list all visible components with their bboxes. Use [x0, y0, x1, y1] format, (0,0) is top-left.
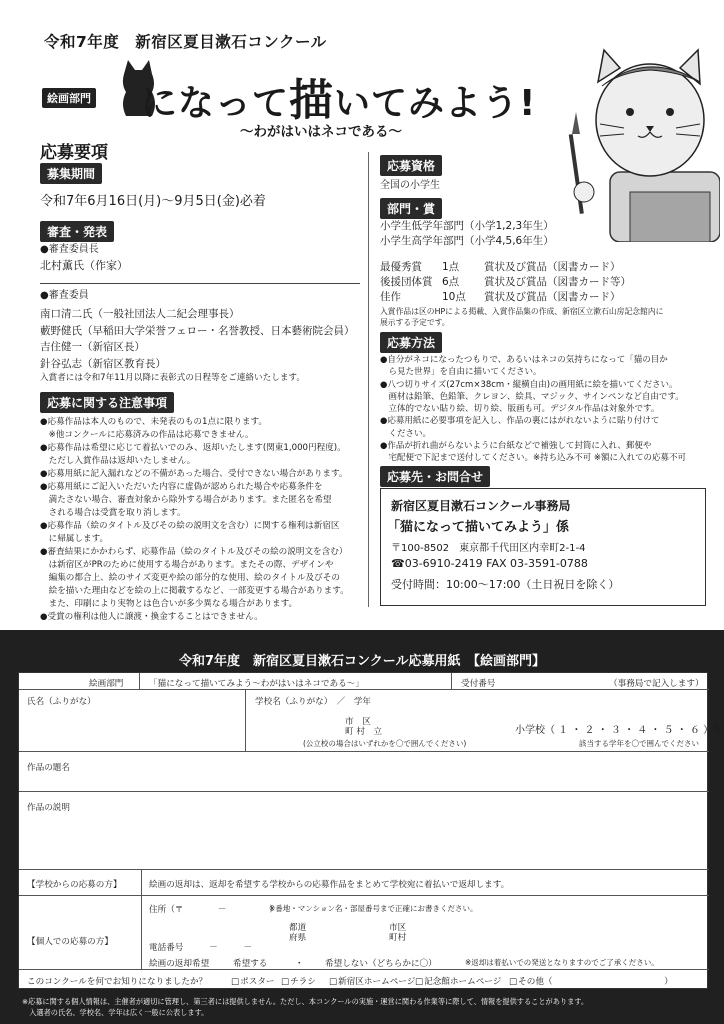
- source-city-site-checkbox[interactable]: □ 新宿区ホームページ: [329, 975, 415, 987]
- guidelines-heading: 応募要項: [40, 143, 108, 163]
- divider: [40, 283, 360, 284]
- prize-note-line: 入賞作品は区のHPによる掲載、入賞作品集の作成、新宿区立漱石山房記念館内に: [380, 307, 664, 316]
- source-museum-site-checkbox[interactable]: □ 記念館ホームページ: [415, 975, 501, 987]
- work-desc-label[interactable]: 作品の説明: [27, 803, 70, 813]
- work-title-label[interactable]: 作品の題名: [27, 763, 70, 773]
- prize-reward: 賞状及び賞品（図書カード）: [484, 261, 621, 273]
- method-item: ●作品が折れ曲がらないように台紙などで補強して封筒に入れ、郵便や: [380, 441, 652, 452]
- notes-label: 応募に関する注意事項: [40, 392, 174, 413]
- method-list: [380, 354, 686, 465]
- prize-note: [380, 306, 663, 328]
- method-item: 画材は鉛筆、色鉛筆、クレヨン、絵具、マジック、サインペンなど自由です。: [380, 391, 684, 402]
- prefecture-top: 都道: [289, 923, 307, 933]
- division-item: 小学生高学年部門（小学4,5,6年生）: [380, 235, 554, 247]
- note-item: ●応募作品（絵のタイトル及びその絵の説明文を含む）に関する権利は新宿区: [40, 521, 340, 531]
- member-item: 吉住健一（新宿区長）: [40, 341, 145, 353]
- method-item: ●自分がネコになったつもりで、あるいはネコの気持ちになって「猫の目か: [380, 355, 668, 365]
- footnote-line: 入選者の氏名、学校名、学年は広く一般に公表します。: [22, 1008, 209, 1017]
- division-label: 部門・賞: [380, 198, 442, 219]
- period-text: 令和7年6月16日(月)～9月5日(金)必着: [40, 194, 266, 209]
- contact-hours: 受付時間：10:00～17:00（土日祝日を除く）: [391, 578, 620, 591]
- award-notice: 入賞者には令和7年11月以降に表彰式の日程等をご連絡いたします。: [40, 373, 305, 383]
- main-title-char-2: 描: [289, 75, 335, 126]
- division-item: 小学生低学年部門（小学1,2,3年生）: [380, 220, 554, 232]
- method-item: 立体的でない貼り絵、切り絵、版画も可。デジタル作品は対象外です。: [380, 404, 660, 415]
- ward-top: 市区: [389, 923, 407, 933]
- method-label: 応募方法: [380, 332, 442, 353]
- address-label[interactable]: 住所（〒 － ）: [149, 905, 278, 915]
- source-question: このコンクールを何でお知りになりましたか？: [27, 977, 208, 987]
- note-item: ●受賞の権利は他人に譲渡・換金することはできません。: [40, 612, 263, 622]
- period-label: 募集期間: [40, 163, 102, 184]
- return-separator: ・: [295, 959, 304, 969]
- return-yes-option[interactable]: 希望する: [233, 959, 268, 969]
- prize-name: 最優秀賞: [380, 261, 422, 273]
- prize-count: 1点: [442, 261, 460, 273]
- member-item: 藪野健氏（早稲田大学栄誉フェロー・名誉教授、日本藝術院会員）: [40, 324, 355, 337]
- city-ward: 市 区: [345, 717, 371, 727]
- notes-list: [40, 416, 349, 624]
- note-item: 絵を描いた理由などを絵の上に掲載するなど、一部変更する場合があります。: [40, 586, 349, 596]
- judging-label: 審査・発表: [40, 221, 114, 242]
- note-item: ●応募作品は希望に応じて着払いでのみ、返却いたします(関東1,000円程度)。: [40, 443, 346, 453]
- member-item: 南口清二氏（一般社団法人二紀会理事長）: [40, 308, 240, 320]
- contact-address: 〒100-8502 東京都千代田区内幸町2-1-4: [391, 543, 586, 554]
- privacy-footnote: [22, 996, 588, 1018]
- name-label[interactable]: 氏名（ふりがな）: [27, 697, 96, 707]
- prize-name: 佳作: [380, 291, 401, 303]
- prize-row: [380, 260, 631, 275]
- note-item: ●応募用紙にご記入いただいた内容に虚偽が認められた場合や応募条件を: [40, 482, 323, 492]
- return-note: ※返却は着払いでの発送となりますのでご了承ください。: [465, 958, 659, 967]
- school-apply-text: 絵画の返却は、返却を希望する学校からの応募作品をまとめて学校宛に着払いで返却します。: [149, 880, 510, 890]
- note-item: ●応募用紙に記入漏れなどの不備があった場合、受付できない場合があります。: [40, 469, 348, 479]
- contact-label: 応募先・お問合せ: [380, 466, 490, 487]
- return-label: 絵画の返却希望: [149, 959, 210, 969]
- method-item: ください。: [380, 428, 432, 439]
- prize-count: 10点: [442, 291, 466, 303]
- receipt-note: （事務局で記入します）: [609, 679, 704, 689]
- prize-count: 6点: [442, 276, 460, 288]
- contact-box: [380, 488, 706, 606]
- prize-row: [380, 275, 631, 290]
- note-item: 満たさない場合、審査対象から除外する場合があります。また匿名を希望: [40, 495, 332, 505]
- division-badge: 絵画部門: [42, 88, 96, 108]
- main-title: [96, 64, 536, 128]
- main-subtitle: ～わがはいはネコである～: [240, 124, 402, 140]
- members-list: [40, 306, 354, 372]
- receipt-label: 受付番号: [461, 679, 496, 689]
- divisions-list: [380, 219, 554, 249]
- note-item: ●応募作品は本人のもので、未発表のもの1点に限ります。: [40, 417, 267, 427]
- chair-name: 北村薫氏（作家）: [40, 259, 128, 272]
- indiv-label: 【個人での応募の方】: [27, 937, 113, 947]
- method-item: ●八つ切りサイズ(27cm×38cm・縦横自由)の画用紙に絵を描いてください。: [380, 379, 678, 390]
- address-note: ※番地・マンション名・部屋番号まで正確にお書きください。: [269, 904, 478, 913]
- form-title: 令和7年度 新宿区夏目漱石コンクール応募用紙 【絵画部門】: [178, 654, 546, 669]
- prize-note-line: 展示する予定です。: [380, 318, 450, 327]
- eligibility-text: 全国の小学生: [380, 180, 440, 191]
- column-divider: [368, 152, 369, 607]
- note-item: ただし入賞作品は返却いたしません。: [40, 456, 196, 466]
- source-other-checkbox[interactable]: □ その他（ ）: [509, 975, 673, 987]
- note-item: に帰属します。: [40, 534, 109, 544]
- member-item: 針谷弘志（新宿区教育長）: [40, 357, 166, 370]
- public-note: (公立校の場合はいずれかを〇で囲んでください): [303, 739, 467, 748]
- chair-title: ●審査委員長: [40, 244, 99, 255]
- note-item: される場合は受賞を取り消します。: [40, 508, 186, 518]
- cat-painter-illustration: [560, 42, 720, 242]
- grade-select[interactable]: 小学校（ １ ・ ２ ・ ３ ・ ４ ・ ５ ・ ６ ）年: [515, 725, 724, 736]
- contact-name: 「猫になって描いてみよう」係: [387, 520, 570, 535]
- contact-phone: ☎03-6910-2419 FAX 03-3591-0788: [391, 557, 588, 570]
- source-poster-checkbox[interactable]: □ ポスター: [231, 975, 275, 987]
- form-division-label: 絵画部門: [89, 679, 124, 689]
- competition-year-title: 令和7年度 新宿区夏目漱石コンクール: [44, 33, 327, 51]
- application-form: [18, 672, 724, 989]
- source-flyer-checkbox[interactable]: □ チラシ: [281, 975, 316, 987]
- prize-reward: 賞状及び賞品（図書カード）: [484, 291, 621, 303]
- note-item: ※他コンクールに応募済みの作品は応募できません。: [40, 430, 254, 440]
- main-title-part-2: いてみよう!: [334, 83, 537, 124]
- method-item: 宅配便で下記まで送付してください。※持ち込み不可 ※額に入れての応募不可: [380, 453, 686, 464]
- note-item: また、印刷により実物とは色合いが多少異なる場合があります。: [40, 599, 298, 609]
- phone-label[interactable]: 電話番号 － －: [149, 943, 253, 953]
- grade-note: 該当する学年を〇で囲んでください: [579, 739, 699, 748]
- prize-table: [380, 260, 631, 305]
- form-division-value: 「猫になって描いてみよう～わがはいはネコである～」: [149, 679, 364, 689]
- school-apply-label: 【学校からの応募の方】: [27, 880, 122, 890]
- method-item: ら見た世界」を自由に描いてください。: [380, 367, 542, 378]
- note-item: は新宿区がPRのために使用する場合があります。またその際、デザインや: [40, 560, 334, 570]
- city-town: 町 村 立: [345, 727, 383, 737]
- note-item: ●審査結果にかかわらず、応募作品（絵のタイトル及びその絵の説明文を含む）: [40, 547, 348, 557]
- prize-name: 後援団体賞: [380, 276, 433, 288]
- members-title: ●審査委員: [40, 290, 89, 301]
- prize-reward: 賞状及び賞品（図書カード等）: [484, 276, 631, 288]
- prize-row: [380, 290, 631, 305]
- school-label[interactable]: 学校名（ふりがな） ／ 学年: [255, 697, 372, 707]
- eligibility-label: 応募資格: [380, 155, 442, 176]
- note-item: 編集の都合上、絵のサイズ変更や絵の部分的な使用、絵のタイトル及びその: [40, 573, 340, 583]
- contact-org: 新宿区夏目漱石コンクール事務局: [391, 499, 571, 513]
- return-no-option[interactable]: 希望しない（どちらかに〇）: [325, 959, 437, 969]
- ward-bottom: 町村: [389, 933, 407, 943]
- footnote-line: ※応募に関する個人情報は、主催者が適切に管理し、第三者には提供しません。ただし、本コンクールの実施・運営に関わる作業等に際して、情報を提供することがあります。: [22, 997, 589, 1006]
- main-title-part-1: になって: [141, 83, 290, 124]
- prefecture-bottom: 府県: [289, 933, 307, 943]
- method-item: ●応募用紙に必要事項を記入し、作品の裏にはがれないように貼り付けて: [380, 416, 660, 427]
